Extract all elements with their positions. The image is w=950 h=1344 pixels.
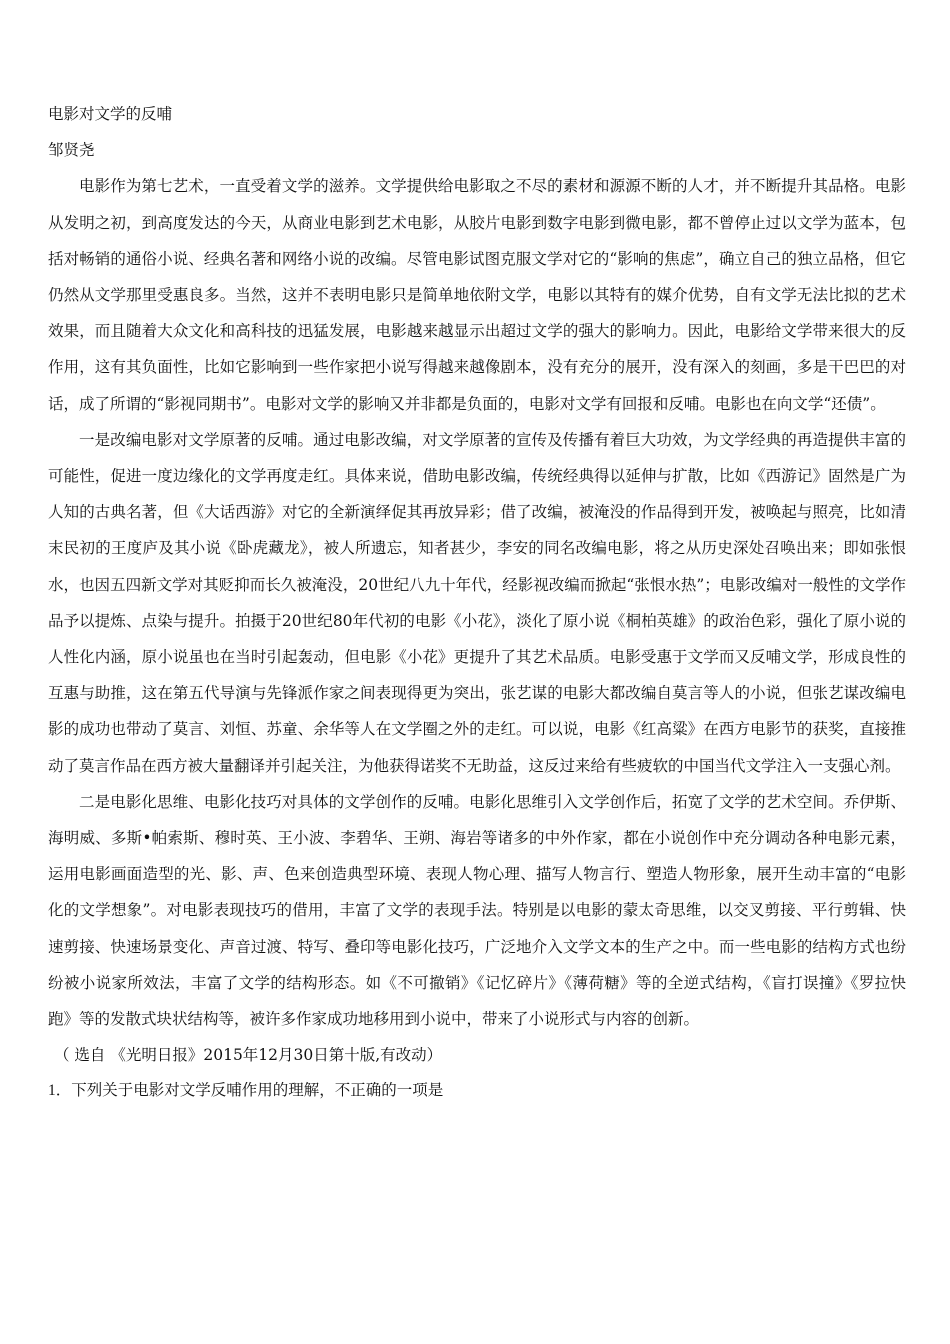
article-source: （ 选自 《光明日报》2015年12月30日第十版,有改动） [54, 1046, 443, 1065]
question-1: 1．下列关于电影对文学反哺作用的理解，不正确的一项是 [48, 1082, 444, 1100]
article-title: 电影对文学的反哺 [48, 105, 173, 123]
article-author: 邹贤尧 [48, 141, 95, 160]
document-page [48, 96, 906, 1110]
article-paragraph-2: 一是改编电影对文学原著的反哺。通过电影改编，对文学原著的宣传及传播有着巨大功效，为文学经典的再造提供丰富的可能性，促进一度边缘化的文学再度走红。具体来说，借助电影改编，传统经典得以延伸与扩散，比如《西游记》固然是广为人知的古典名著，但《大话西游》对它的全新演绎促其再放异彩；借了改编，被淹没的作品得到开发，被唤起与照亮，比如清末民初的王度庐及其小说《卧虎藏龙》，被人所遗忘，知者甚少，李安的同名改编电影，将之从历史深处召唤出来；即如张恨水，也因五四新文学对其贬抑而长久被淹没，20世纪八九十年代，经影视改编而掀起“张恨水热”；电影改编对一般性的文学作品予以提炼、点染与提升。拍摄于20世纪80年代初的电影《小花》，淡化了原小说《桐柏英雄》的政治色彩，强化了原小说的人性化内涵，原小说虽也在当时引起轰动，但电影《小花》更提升了其艺术品质。电影受惠于文学而又反哺文学，形成良性的互惠与助推，这在第五代导演与先锋派作家之间表现得更为突出，张艺谋的电影大都改编自莫言等人的小说，但张艺谋改编电影的成功也带动了莫言、刘恒、苏童、余华等人在文学圈之外的走红。可以说，电影《红高粱》在西方电影节的获奖，直接推动了莫言作品在西方被大量翻译并引起关注，为他获得诺奖不无助益，这反过来给有些疲软的中国当代文学注入一支强心剂。 [48, 430, 906, 775]
article-paragraph-3: 二是电影化思维、电影化技巧对具体的文学创作的反哺。电影化思维引入文学创作后，拓宽了文学的艺术空间。乔伊斯、海明威、多斯•帕索斯、穆时英、王小波、李碧华、王朔、海岩等诸多的中外作家，都在小说创作中充分调动各种电影元素，运用电影画面造型的光、影、声、色来创造典型环境、表现人物心理、描写人物言行、塑造人物形象，展开生动丰富的“电影化的文学想象”。对电影表现技巧的借用，丰富了文学的表现手法。特别是以电影的蒙太奇思维，以交叉剪接、平行剪辑、快速剪接、快速场景变化、声音过渡、特写、叠印等电影化技巧，广泛地介入文学文本的生产之中。而一些电影的结构方式也纷纷被小说家所效法，丰富了文学的结构形态。如《不可撤销》《记忆碎片》《薄荷糖》等的全逆式结构，《盲打误撞》《罗拉快跑》等的发散式块状结构等，被许多作家成功地移用到小说中，带来了小说形式与内容的创新。 [48, 792, 906, 1029]
article-paragraph-1: 电影作为第七艺术，一直受着文学的滋养。文学提供给电影取之不尽的素材和源源不断的人才，并不断提升其品格。电影从发明之初，到高度发达的今天，从商业电影到艺术电影，从胶片电影到数字电影到微电影，都不曾停止过以文学为蓝本，包括对畅销的通俗小说、经典名著和网络小说的改编。尽管电影试图克服文学对它的“影响的焦虑”，确立自己的独立品格，但它仍然从文学那里受惠良多。当然，这并不表明电影只是简单地依附文学，电影以其特有的媒介优势，自有文学无法比拟的艺术效果，而且随着大众文化和高科技的迅猛发展，电影越来越显示出超过文学的强大的影响力。因此，电影给文学带来很大的反作用，这有其负面性，比如它影响到一些作家把小说写得越来越像剧本，没有充分的展开，没有深入的刻画，多是干巴巴的对话，成了所谓的“影视同期书”。电影对文学的影响又并非都是负面的，电影对文学有回报和反哺。电影也在向文学“还债”。 [48, 177, 906, 413]
